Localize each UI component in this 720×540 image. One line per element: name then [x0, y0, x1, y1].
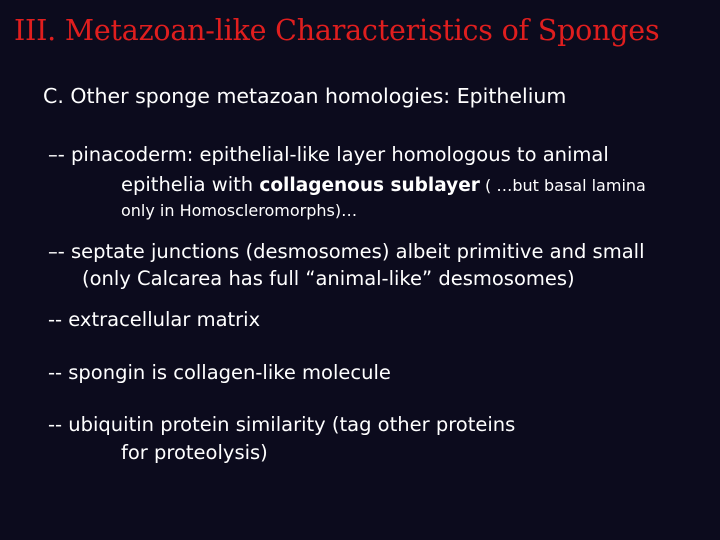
basal-lamina-note: ( …but basal lamina	[479, 176, 646, 195]
bullet-pinacoderm-continuation	[121, 173, 646, 196]
bullet-ubiquitin: -- ubiquitin protein similarity (tag other proteins	[48, 413, 516, 436]
bullet-ubiquitin-continuation: for proteolysis)	[121, 441, 268, 464]
slide-subheading: C. Other sponge metazoan homologies: Epithelium	[43, 84, 567, 108]
bullet-septate-junctions-continuation: (only Calcarea has full “animal-like” desmosomes)	[82, 267, 575, 290]
bullet-spongin: -- spongin is collagen-like molecule	[48, 361, 391, 384]
bullet-pinacoderm: –- pinacoderm: epithelial-like layer homologous to animal	[48, 143, 609, 166]
bullet-septate-junctions: –- septate junctions (desmosomes) albeit primitive and small	[48, 240, 645, 263]
pinacoderm-text: epithelia with	[121, 173, 260, 196]
slide-title: III. Metazoan-like Characteristics of Sponges	[14, 14, 660, 47]
homoscleromorphs-note: only in Homoscleromorphs)…	[121, 201, 358, 220]
bullet-extracellular-matrix: -- extracellular matrix	[48, 308, 261, 331]
collagenous-sublayer-term: collagenous sublayer	[259, 175, 480, 196]
